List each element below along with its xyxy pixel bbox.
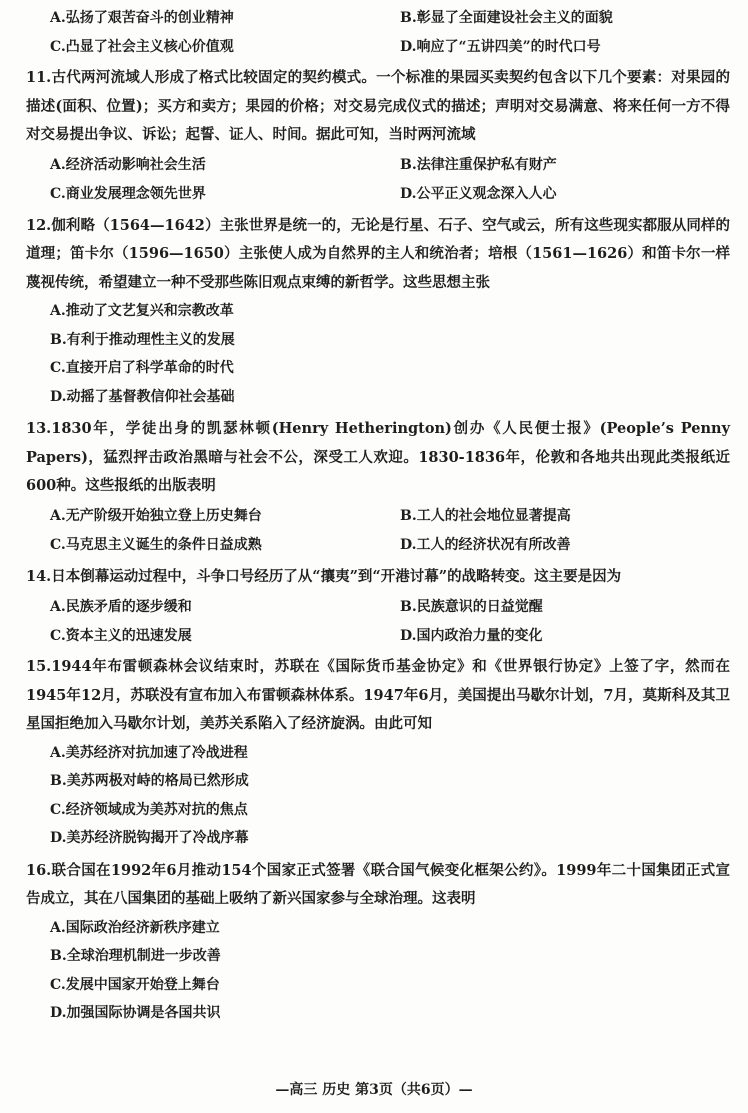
option-c: C.凸显了社会主义核心价值观 [50,38,234,55]
options-row [26,179,730,208]
option-a: A.经济活动影响社会生活 [50,157,206,173]
option-a: A.无产阶级开始独立登上历史舞台 [50,508,262,524]
option-d: D.国内政治力量的变化 [400,627,543,644]
option-d: D.美苏经济脱钩揭开了冷战序幕 [50,830,249,846]
option-b: B.民族意识的日益觉醒 [400,598,543,615]
question-stem: 16.联合国在1992年6月推动154个国家正式签署《联合国气候变化框架公约》。1999年二十国集团正式宣告成立，其在八国集团的基础上吸纳了新兴国家参与全球治理。这表明 [26,861,730,907]
question-stem: 15.1944年布雷顿森林会议结束时，苏联在《国际货币基金协定》和《世界银行协定》上签了字，然而在1945年12月，苏联没有宣布加入布雷顿森林体系。1947年6月，美国提出马歇尔计划，7月，莫斯科及其卫星国拒绝加入马歇尔计划，美苏关系陷入了经济旋涡。由此可知 [26,658,730,732]
question-stem: 11.古代两河流域人形成了格式比较固定的契约模式。一个标准的果园买卖契约包含以下几个要素：对果园的描述(面积、位置)；买方和卖方；果园的价格；对交易完成仪式的描述；声明对交易满意、将来任何一方不得对交易提出争议、诉讼；起誓、证人、时间。据此可知，当时两河流域 [26,69,730,143]
option-c: C.经济领域成为美苏对抗的焦点 [50,801,248,818]
question-12 [26,212,730,412]
page-footer: —高三 历史 第3页（共6页）— [275,1082,473,1098]
options-row [26,2,730,31]
option-c: C.发展中国家开始登上舞台 [50,976,220,993]
options-row [26,501,730,530]
option-c: C.直接开启了科学革命的时代 [50,360,234,376]
option-d: D.工人的经济状况有所改善 [400,537,571,553]
option-a: A.民族矛盾的逐步缓和 [50,598,192,615]
question-11 [26,64,730,208]
options-row [26,150,730,179]
option-b: B.有利于推动理性主义的发展 [50,331,235,348]
option-c: C.资本主义的迅速发展 [50,627,192,644]
option-d: D.加强国际协调是各国共识 [50,1005,221,1021]
option-a: A.国际政治经济新秩序建立 [50,919,220,936]
question-14 [26,563,730,650]
question-stem: 12.伽利略（1564—1642）主张世界是统一的，无论是行星、石子、空气或云，所有这些现实都服从同样的道理；笛卡尔（1596—1650）主张使人成为自然界的主人和统治者；培根（1561—1626）和笛卡尔一样蔑视传统，希望建立一种不受那些陈旧观点束缚的新哲学。这些思想主张 [26,216,730,291]
options-row [26,620,730,649]
option-a: A.美苏经济对抗加速了冷战进程 [50,744,248,761]
option-b: B.工人的社会地位显著提高 [400,508,571,524]
question-stem: 14.日本倒幕运动过程中，斗争口号经历了从“攘夷”到“开港讨幕”的战略转变。这主要是因为 [26,567,622,585]
question-15 [26,653,730,853]
options-row [26,591,730,620]
question-10 [26,2,730,60]
question-16 [26,857,730,1028]
option-c: C.马克思主义诞生的条件日益成熟 [50,537,262,553]
option-d: D.响应了“五讲四美”的时代口号 [400,38,601,55]
question-13 [26,415,730,559]
option-d: D.公平正义观念深入人心 [400,186,557,202]
option-b: B.全球治理机制进一步改善 [50,948,221,964]
option-a: A.弘扬了艰苦奋斗的创业精神 [50,9,234,26]
option-b: B.法律注重保护私有财产 [400,157,557,173]
option-d: D.动摇了基督教信仰社会基础 [50,388,235,405]
options-row [26,530,730,559]
options-row [26,31,730,60]
question-stem: 13.1830年，学徒出身的凯瑟林顿(Henry Hetherington)创办《人民便士报》(People’s Penny Papers)，猛烈抨击政治黑暗与社会不公，深受工人欢迎。1830-1836年，伦敦和各地共出现此类报纸近600种。这些报纸的出版表明 [26,420,730,494]
option-a: A.推动了文艺复兴和宗教改革 [50,303,234,319]
option-b: B.彰显了全面建设社会主义的面貌 [400,9,613,26]
option-c: C.商业发展理念领先世界 [50,186,206,202]
option-b: B.美苏两极对峙的格局已然形成 [50,773,249,789]
